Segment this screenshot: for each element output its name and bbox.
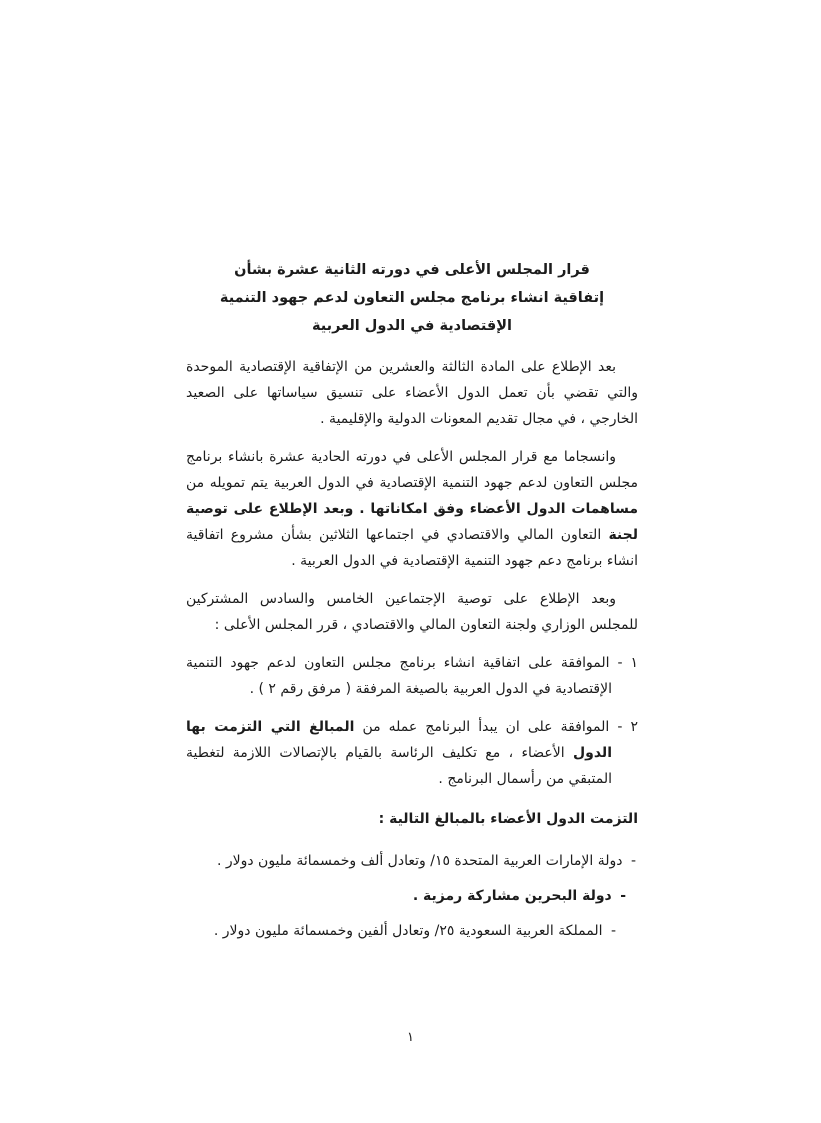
page-number: ١ bbox=[407, 1030, 414, 1045]
commitment-bahrain-text: دولة البحرين مشاركة رمزية . bbox=[412, 888, 612, 904]
decision-2-seg2-bold: المبالغ التي التزمت بها الدول bbox=[186, 719, 612, 761]
decision-2-number: ٢ - bbox=[617, 719, 638, 735]
decision-1-text: الموافقة على اتفاقية انشاء برنامج مجلس التعاون لدعم جهود التنمية الإقتصادية في الدول العربية بالصيغة المرفقة ( مرفق رقم ٢ ) . bbox=[186, 655, 612, 697]
dash-icon: - bbox=[610, 923, 616, 939]
paragraph-background-seg1: وانسجاما مع قرار المجلس الأعلى في دورته الحادية عشرة بانشاء برنامج مجلس التعاون لدعم جهود التنمية الإقتصادية في الدول العربية يتم تمويله من bbox=[186, 449, 638, 491]
dash-icon: - bbox=[620, 888, 626, 904]
decision-2-seg1: الموافقة على ان يبدأ البرنامج عمله من bbox=[354, 719, 610, 735]
commitment-item-saudi bbox=[186, 918, 638, 944]
commitment-item-bahrain bbox=[186, 883, 638, 909]
commitment-uae-text: دولة الإمارات العربية المتحدة ١٥/ وتعادل ألف وخمسمائة مليون دولار . bbox=[216, 853, 623, 869]
commitments-heading: التزمت الدول الأعضاء بالمبالغ التالية : bbox=[378, 811, 638, 827]
decision-item-2 bbox=[186, 714, 638, 792]
title-line-2: إتفاقية انشاء برنامج مجلس التعاون لدعم جهود التنمية bbox=[219, 290, 605, 306]
paragraph-background-seg2-bold: مساهمات الدول الأعضاء وفق امكاناتها . وبعد الإطلاع على توصية لجنة bbox=[186, 501, 638, 543]
decision-1-number: ١ - bbox=[617, 655, 639, 671]
commitment-saudi-text: المملكة العربية السعودية ٢٥/ وتعادل ألفين وخمسمائة مليون دولار . bbox=[213, 923, 603, 939]
paragraph-background bbox=[186, 444, 638, 574]
title-line-3: الإقتصادية في الدول العربية bbox=[311, 318, 513, 334]
decision-2-seg3: الأعضاء ، مع تكليف الرئاسة بالقيام بالإتصالات اللازمة لتغطية المتبقي من رأسمال البرنامج . bbox=[186, 745, 612, 787]
paragraph-preamble: بعد الإطلاع على المادة الثالثة والعشرين من الإتفاقية الإقتصادية الموحدة والتي تقضي بأن تعمل الدول الأعضاء على تنسيق سياساتها على الصعيد الخارجي ، في مجال تقديم المعونات الدولية والإقليمية . bbox=[186, 359, 638, 427]
document-title bbox=[186, 256, 638, 340]
paragraph-recommendation: وبعد الإطلاع على توصية الإجتماعين الخامس والسادس المشتركين للمجلس الوزاري ولجنة التعاون المالي والاقتصادي ، قرر المجلس الأعلى : bbox=[186, 591, 638, 633]
decision-item-1 bbox=[186, 650, 638, 702]
commitment-item-uae bbox=[186, 848, 638, 874]
title-line-1: قرار المجلس الأعلى في دورته الثانية عشرة بشأن bbox=[234, 262, 590, 278]
dash-icon: - bbox=[630, 853, 636, 869]
paragraph-background-seg3: التعاون المالي والاقتصادي في اجتماعها الثلاثين بشأن مشروع اتفاقية انشاء برنامج دعم جهود التنمية الإقتصادية في الدول العربية . bbox=[186, 527, 638, 569]
document-body bbox=[186, 256, 638, 953]
